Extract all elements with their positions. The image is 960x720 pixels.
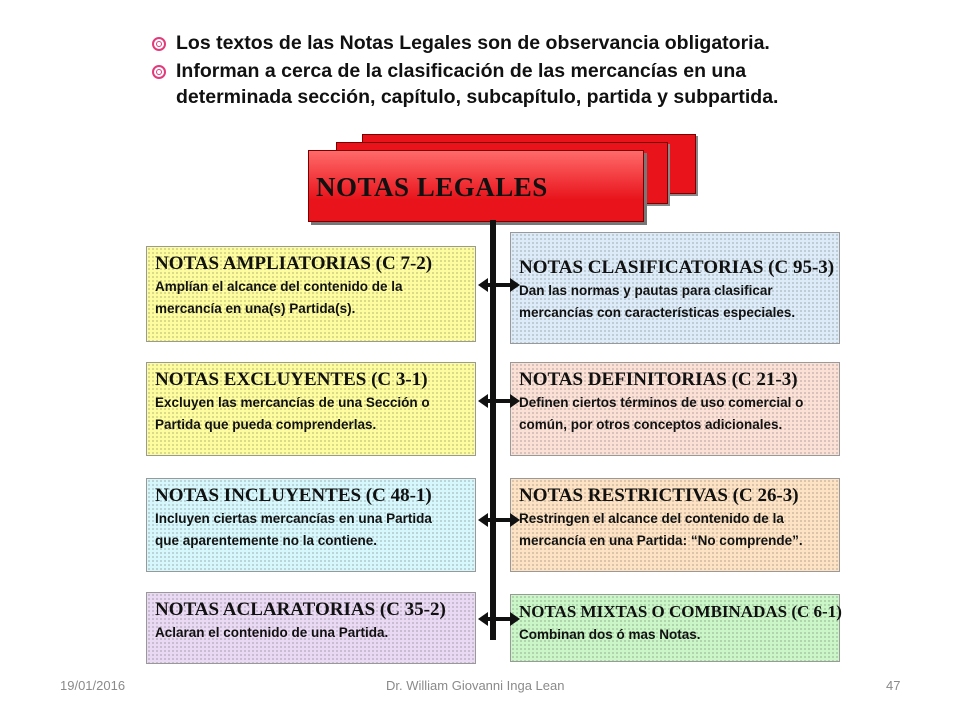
box-desc-line: Dan las normas y pautas para clasificar xyxy=(519,283,773,298)
box-desc-line: que aparentemente no la contiene. xyxy=(155,533,378,548)
bullet-icon xyxy=(152,37,166,51)
box-heading: NOTAS CLASIFICATORIAS (C 95-3) xyxy=(519,257,835,278)
box-heading: NOTAS MIXTAS O COMBINADAS (C 6-1) xyxy=(519,602,842,621)
bullet-1-text: Los textos de las Notas Legales son de observancia obligatoria. xyxy=(176,32,770,54)
box-desc-line: mercancía en una Partida: “No comprende”. xyxy=(519,533,803,548)
box-desc-line: mercancía en una(s) Partida(s). xyxy=(155,301,356,316)
double-arrow-icon xyxy=(486,283,512,287)
footer-date: 19/01/2016 xyxy=(60,678,126,693)
bullet-icon xyxy=(152,65,166,79)
box-clasificatorias xyxy=(510,232,840,344)
box-desc-line: común, por otros conceptos adicionales. xyxy=(519,417,783,432)
box-desc-line: Combinan dos ó mas Notas. xyxy=(519,627,701,642)
footer-author: Dr. William Giovanni Inga Lean xyxy=(386,678,565,693)
box-mixtas xyxy=(510,594,840,662)
bullet-1 xyxy=(152,32,770,55)
box-desc-line: Partida que pueda comprenderlas. xyxy=(155,417,377,432)
box-desc-line: Excluyen las mercancías de una Sección o xyxy=(155,395,430,410)
box-heading: NOTAS DEFINITORIAS (C 21-3) xyxy=(519,369,798,390)
bullet-2-text: Informan a cerca de la clasificación de las mercancías en una xyxy=(176,60,747,82)
box-heading: NOTAS RESTRICTIVAS (C 26-3) xyxy=(519,485,799,506)
box-desc-line: mercancías con características especiales. xyxy=(519,305,796,320)
box-incluyentes xyxy=(146,478,476,572)
bullet-2-continuation: determinada sección, capítulo, subcapítulo, partida y subpartida. xyxy=(176,86,779,108)
box-definitorias xyxy=(510,362,840,456)
box-desc-line: Aclaran el contenido de una Partida. xyxy=(155,625,389,640)
box-heading: NOTAS ACLARATORIAS (C 35-2) xyxy=(155,599,446,620)
double-arrow-icon xyxy=(486,617,512,621)
box-heading: NOTAS AMPLIATORIAS (C 7-2) xyxy=(155,253,433,274)
box-aclaratorias xyxy=(146,592,476,664)
box-desc-line: Definen ciertos términos de uso comercial o xyxy=(519,395,804,410)
footer-page-number: 47 xyxy=(886,678,901,693)
box-ampliatorias xyxy=(146,246,476,342)
box-restrictivas xyxy=(510,478,840,572)
box-desc-line: Restringen el alcance del contenido de la xyxy=(519,511,784,526)
bullet-2 xyxy=(152,60,746,83)
box-desc-line: Incluyen ciertas mercancías en una Partida xyxy=(155,511,432,526)
box-heading: NOTAS INCLUYENTES (C 48-1) xyxy=(155,485,432,506)
box-desc-line: Amplían el alcance del contenido de la xyxy=(155,279,403,294)
double-arrow-icon xyxy=(486,399,512,403)
double-arrow-icon xyxy=(486,518,512,522)
box-excluyentes xyxy=(146,362,476,456)
box-heading: NOTAS EXCLUYENTES (C 3-1) xyxy=(155,369,428,390)
diagram-title: NOTAS LEGALES xyxy=(316,172,548,202)
